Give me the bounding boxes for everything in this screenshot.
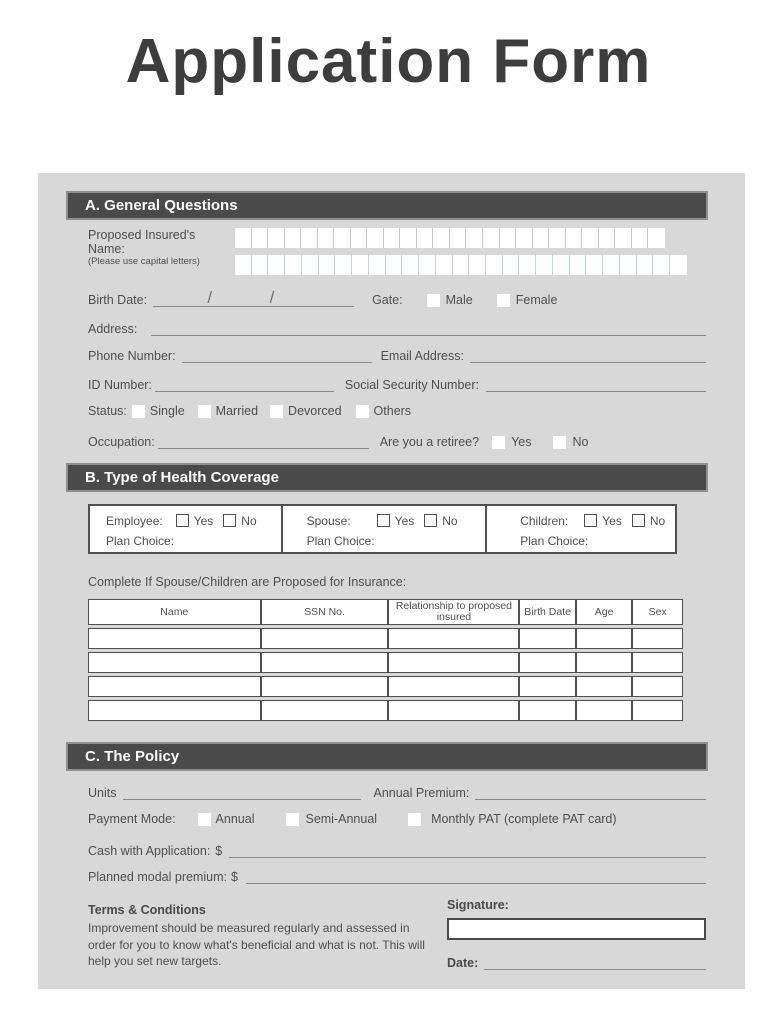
id-number-field[interactable] [155, 377, 334, 392]
coverage-spouse [281, 506, 486, 552]
children-yes-label: Yes [602, 513, 622, 528]
col-header-ssn: SSN No. [261, 599, 389, 625]
status-row [66, 402, 708, 418]
table-cell[interactable] [388, 652, 519, 673]
table-cell[interactable] [632, 700, 683, 721]
coverage-children [485, 506, 675, 552]
units-label: Units [88, 786, 117, 800]
table-cell[interactable] [261, 628, 389, 649]
letter-cell[interactable] [450, 228, 467, 248]
status-devorced-label: Devorced [288, 404, 342, 418]
table-cell[interactable] [261, 676, 389, 697]
letter-cell[interactable] [400, 228, 417, 248]
table-row [88, 652, 683, 673]
letter-cell[interactable] [235, 255, 252, 275]
letter-cell[interactable] [351, 228, 368, 248]
spouse-yes-label: Yes [394, 513, 415, 528]
ssn-field[interactable] [486, 377, 706, 392]
letter-cell[interactable] [417, 228, 434, 248]
section-c-header: C. The Policy [66, 742, 708, 771]
date-field[interactable] [484, 955, 706, 970]
payment-monthly-pat-checkbox[interactable] [408, 813, 421, 826]
ssn-label: Social Security Number: [344, 378, 479, 392]
table-cell[interactable] [576, 676, 633, 697]
letter-cell[interactable] [637, 255, 654, 275]
birth-date-label: Birth Date: [88, 293, 148, 307]
table-row [88, 628, 683, 649]
employee-no-checkbox[interactable] [223, 514, 236, 527]
table-cell[interactable] [88, 652, 261, 673]
letter-cell[interactable] [252, 255, 269, 275]
table-cell[interactable] [632, 652, 683, 673]
letter-cell[interactable] [503, 255, 520, 275]
payment-mode-label: Payment Mode: [88, 812, 176, 826]
female-label: Female [515, 293, 558, 307]
section-b-header: B. Type of Health Coverage [66, 463, 708, 492]
cash-with-application-row [66, 842, 708, 858]
retiree-yes-checkbox[interactable] [492, 436, 505, 449]
letter-cell[interactable] [620, 255, 637, 275]
letter-cell[interactable] [615, 228, 632, 248]
payment-mode-row [66, 810, 708, 826]
date-row [447, 954, 706, 970]
employee-yes-checkbox[interactable] [176, 514, 189, 527]
date-slash-icon: / [207, 288, 213, 307]
occupation-row [66, 433, 708, 449]
letter-cell[interactable] [469, 255, 486, 275]
letter-cell[interactable] [553, 255, 570, 275]
address-row [66, 320, 708, 336]
table-cell[interactable] [519, 676, 576, 697]
letter-cell[interactable] [486, 255, 503, 275]
letter-cell[interactable] [301, 228, 318, 248]
letter-cell[interactable] [436, 255, 453, 275]
birth-date-row [66, 288, 708, 307]
letter-cell[interactable] [599, 228, 616, 248]
spouse-yes-checkbox[interactable] [377, 514, 390, 527]
status-married-label: Married [215, 404, 259, 418]
address-label: Address: [88, 322, 138, 336]
col-header-relationship: Relationship to proposed insured [388, 599, 519, 625]
letter-cell[interactable] [419, 255, 436, 275]
letter-cell[interactable] [252, 228, 269, 248]
table-cell[interactable] [576, 652, 633, 673]
retiree-question-label: Are you a retiree? [379, 435, 480, 449]
letter-cell[interactable] [648, 228, 665, 248]
table-cell[interactable] [519, 628, 576, 649]
page-title: Application Form [125, 27, 652, 96]
spouse-no-label: No [442, 513, 458, 528]
signature-label: Signature: [447, 898, 509, 912]
male-label: Male [445, 293, 473, 307]
letter-cell[interactable] [536, 255, 553, 275]
employee-no-label: No [241, 513, 257, 528]
table-cell[interactable] [88, 628, 261, 649]
status-others-checkbox[interactable] [356, 405, 369, 418]
table-cell[interactable] [261, 700, 389, 721]
table-row [88, 700, 683, 721]
letter-cell[interactable] [367, 228, 384, 248]
letter-cell[interactable] [453, 255, 470, 275]
annual-premium-field[interactable] [475, 785, 706, 800]
table-cell[interactable] [88, 700, 261, 721]
table-cell[interactable] [576, 628, 633, 649]
retiree-no-label: No [572, 435, 589, 449]
status-married-checkbox[interactable] [198, 405, 211, 418]
units-field[interactable] [123, 785, 361, 800]
dependents-table [88, 596, 683, 724]
email-label: Email Address: [380, 349, 464, 363]
spouse-plan-choice-label: Plan Choice: [306, 534, 375, 548]
male-checkbox[interactable] [427, 294, 440, 307]
cash-field[interactable] [229, 843, 706, 858]
terms-body: Improvement should be measured regularly and assessed in order for you to know what's beneficial and what is not. This will help you set new targets. [88, 921, 425, 968]
letter-cell[interactable] [268, 228, 285, 248]
letter-cell[interactable] [670, 255, 687, 275]
children-plan-choice-label: Plan Choice: [520, 534, 589, 548]
table-header-row [88, 599, 683, 625]
birth-date-field[interactable] [153, 288, 354, 307]
insured-name-block [66, 228, 708, 275]
letter-cell[interactable] [268, 255, 285, 275]
spouse-label: Spouse: [306, 513, 351, 528]
table-cell[interactable] [261, 652, 389, 673]
capital-letters-note: (Please use capital letters) [88, 256, 200, 267]
gate-label: Gate: [372, 293, 403, 307]
employee-plan-choice-label: Plan Choice: [106, 534, 175, 548]
table-row [88, 676, 683, 697]
phone-field[interactable] [182, 348, 372, 363]
letter-cell[interactable] [466, 228, 483, 248]
id-number-label: ID Number: [88, 378, 152, 392]
table-cell[interactable] [519, 700, 576, 721]
insured-name-label: Proposed Insured's Name: [88, 228, 196, 256]
letter-cell[interactable] [500, 228, 517, 248]
payment-semi-annual-checkbox[interactable] [286, 813, 299, 826]
letter-cell[interactable] [352, 255, 369, 275]
female-checkbox[interactable] [497, 294, 510, 307]
children-label: Children: [520, 513, 569, 528]
date-label: Date: [447, 956, 479, 970]
payment-monthly-pat-label: Monthly PAT (complete PAT card) [431, 812, 617, 826]
table-cell[interactable] [632, 676, 683, 697]
table-cell[interactable] [519, 652, 576, 673]
annual-premium-label: Annual Premium: [373, 786, 470, 800]
terms-and-conditions [88, 898, 425, 970]
letter-cell[interactable] [570, 255, 587, 275]
letter-cell[interactable] [586, 255, 603, 275]
spouse-no-checkbox[interactable] [424, 514, 437, 527]
status-label: Status: [88, 404, 127, 418]
phone-label: Phone Number: [88, 349, 176, 363]
letter-cell[interactable] [582, 228, 599, 248]
dependents-table-intro: Complete If Spouse/Children are Proposed for Insurance: [88, 575, 407, 589]
letter-cell[interactable] [653, 255, 670, 275]
status-single-checkbox[interactable] [132, 405, 145, 418]
children-no-label: No [649, 513, 666, 528]
col-header-age: Age [576, 599, 633, 625]
letter-cell[interactable] [318, 228, 335, 248]
letter-cell[interactable] [285, 228, 302, 248]
dollar-sign: $ [230, 870, 238, 884]
form-panel [38, 173, 745, 989]
name-letter-grid-row1[interactable] [235, 228, 665, 248]
address-field[interactable] [151, 321, 706, 336]
col-header-sex: Sex [632, 599, 683, 625]
table-cell[interactable] [388, 628, 519, 649]
letter-cell[interactable] [335, 255, 352, 275]
bottom-area [66, 898, 708, 970]
employee-label: Employee: [106, 513, 163, 528]
col-header-name: Name [88, 599, 261, 625]
letter-cell[interactable] [285, 255, 302, 275]
col-header-birth-date: Birth Date [519, 599, 576, 625]
payment-semi-annual-label: Semi-Annual [305, 812, 378, 826]
employee-yes-label: Yes [193, 513, 214, 528]
letter-cell[interactable] [516, 228, 533, 248]
letter-cell[interactable] [235, 228, 252, 248]
letter-cell[interactable] [334, 228, 351, 248]
table-cell[interactable] [388, 676, 519, 697]
signature-box[interactable] [447, 918, 706, 940]
table-cell[interactable] [632, 628, 683, 649]
children-no-checkbox[interactable] [632, 514, 645, 527]
letter-cell[interactable] [566, 228, 583, 248]
occupation-field[interactable] [158, 434, 369, 449]
payment-annual-label: Annual [215, 812, 255, 826]
signature-column [447, 898, 706, 970]
letter-cell[interactable] [384, 228, 401, 248]
letter-cell[interactable] [302, 255, 319, 275]
terms-title: Terms & Conditions [88, 903, 206, 917]
planned-premium-label: Planned modal premium: [88, 870, 227, 884]
retiree-no-checkbox[interactable] [553, 436, 566, 449]
letter-cell[interactable] [402, 255, 419, 275]
coverage-employee [90, 506, 281, 552]
letter-cell[interactable] [433, 228, 450, 248]
email-field[interactable] [470, 348, 706, 363]
letter-cell[interactable] [549, 228, 566, 248]
letter-cell[interactable] [632, 228, 649, 248]
children-yes-checkbox[interactable] [584, 514, 597, 527]
planned-modal-premium-row [66, 868, 708, 884]
id-ssn-row [66, 376, 708, 392]
phone-email-row [66, 347, 708, 363]
occupation-label: Occupation: [88, 435, 155, 449]
units-premium-row [66, 784, 708, 800]
letter-cell[interactable] [319, 255, 336, 275]
letter-cell[interactable] [386, 255, 403, 275]
coverage-box [88, 504, 677, 554]
retiree-yes-label: Yes [511, 435, 532, 449]
table-cell[interactable] [576, 700, 633, 721]
letter-cell[interactable] [533, 228, 550, 248]
status-devorced-checkbox[interactable] [270, 405, 283, 418]
section-a-header: A. General Questions [66, 191, 708, 220]
letter-cell[interactable] [519, 255, 536, 275]
letter-cell[interactable] [369, 255, 386, 275]
cash-label: Cash with Application: [88, 844, 211, 858]
dollar-sign: $ [215, 844, 223, 858]
status-single-label: Single [149, 404, 185, 418]
table-cell[interactable] [388, 700, 519, 721]
date-slash-icon: / [269, 288, 275, 307]
letter-cell[interactable] [483, 228, 500, 248]
payment-annual-checkbox[interactable] [198, 813, 211, 826]
status-others-label: Others [373, 404, 412, 418]
table-cell[interactable] [88, 676, 261, 697]
letter-cell[interactable] [603, 255, 620, 275]
name-letter-grid-row2[interactable] [235, 255, 687, 275]
planned-premium-field[interactable] [246, 869, 706, 884]
